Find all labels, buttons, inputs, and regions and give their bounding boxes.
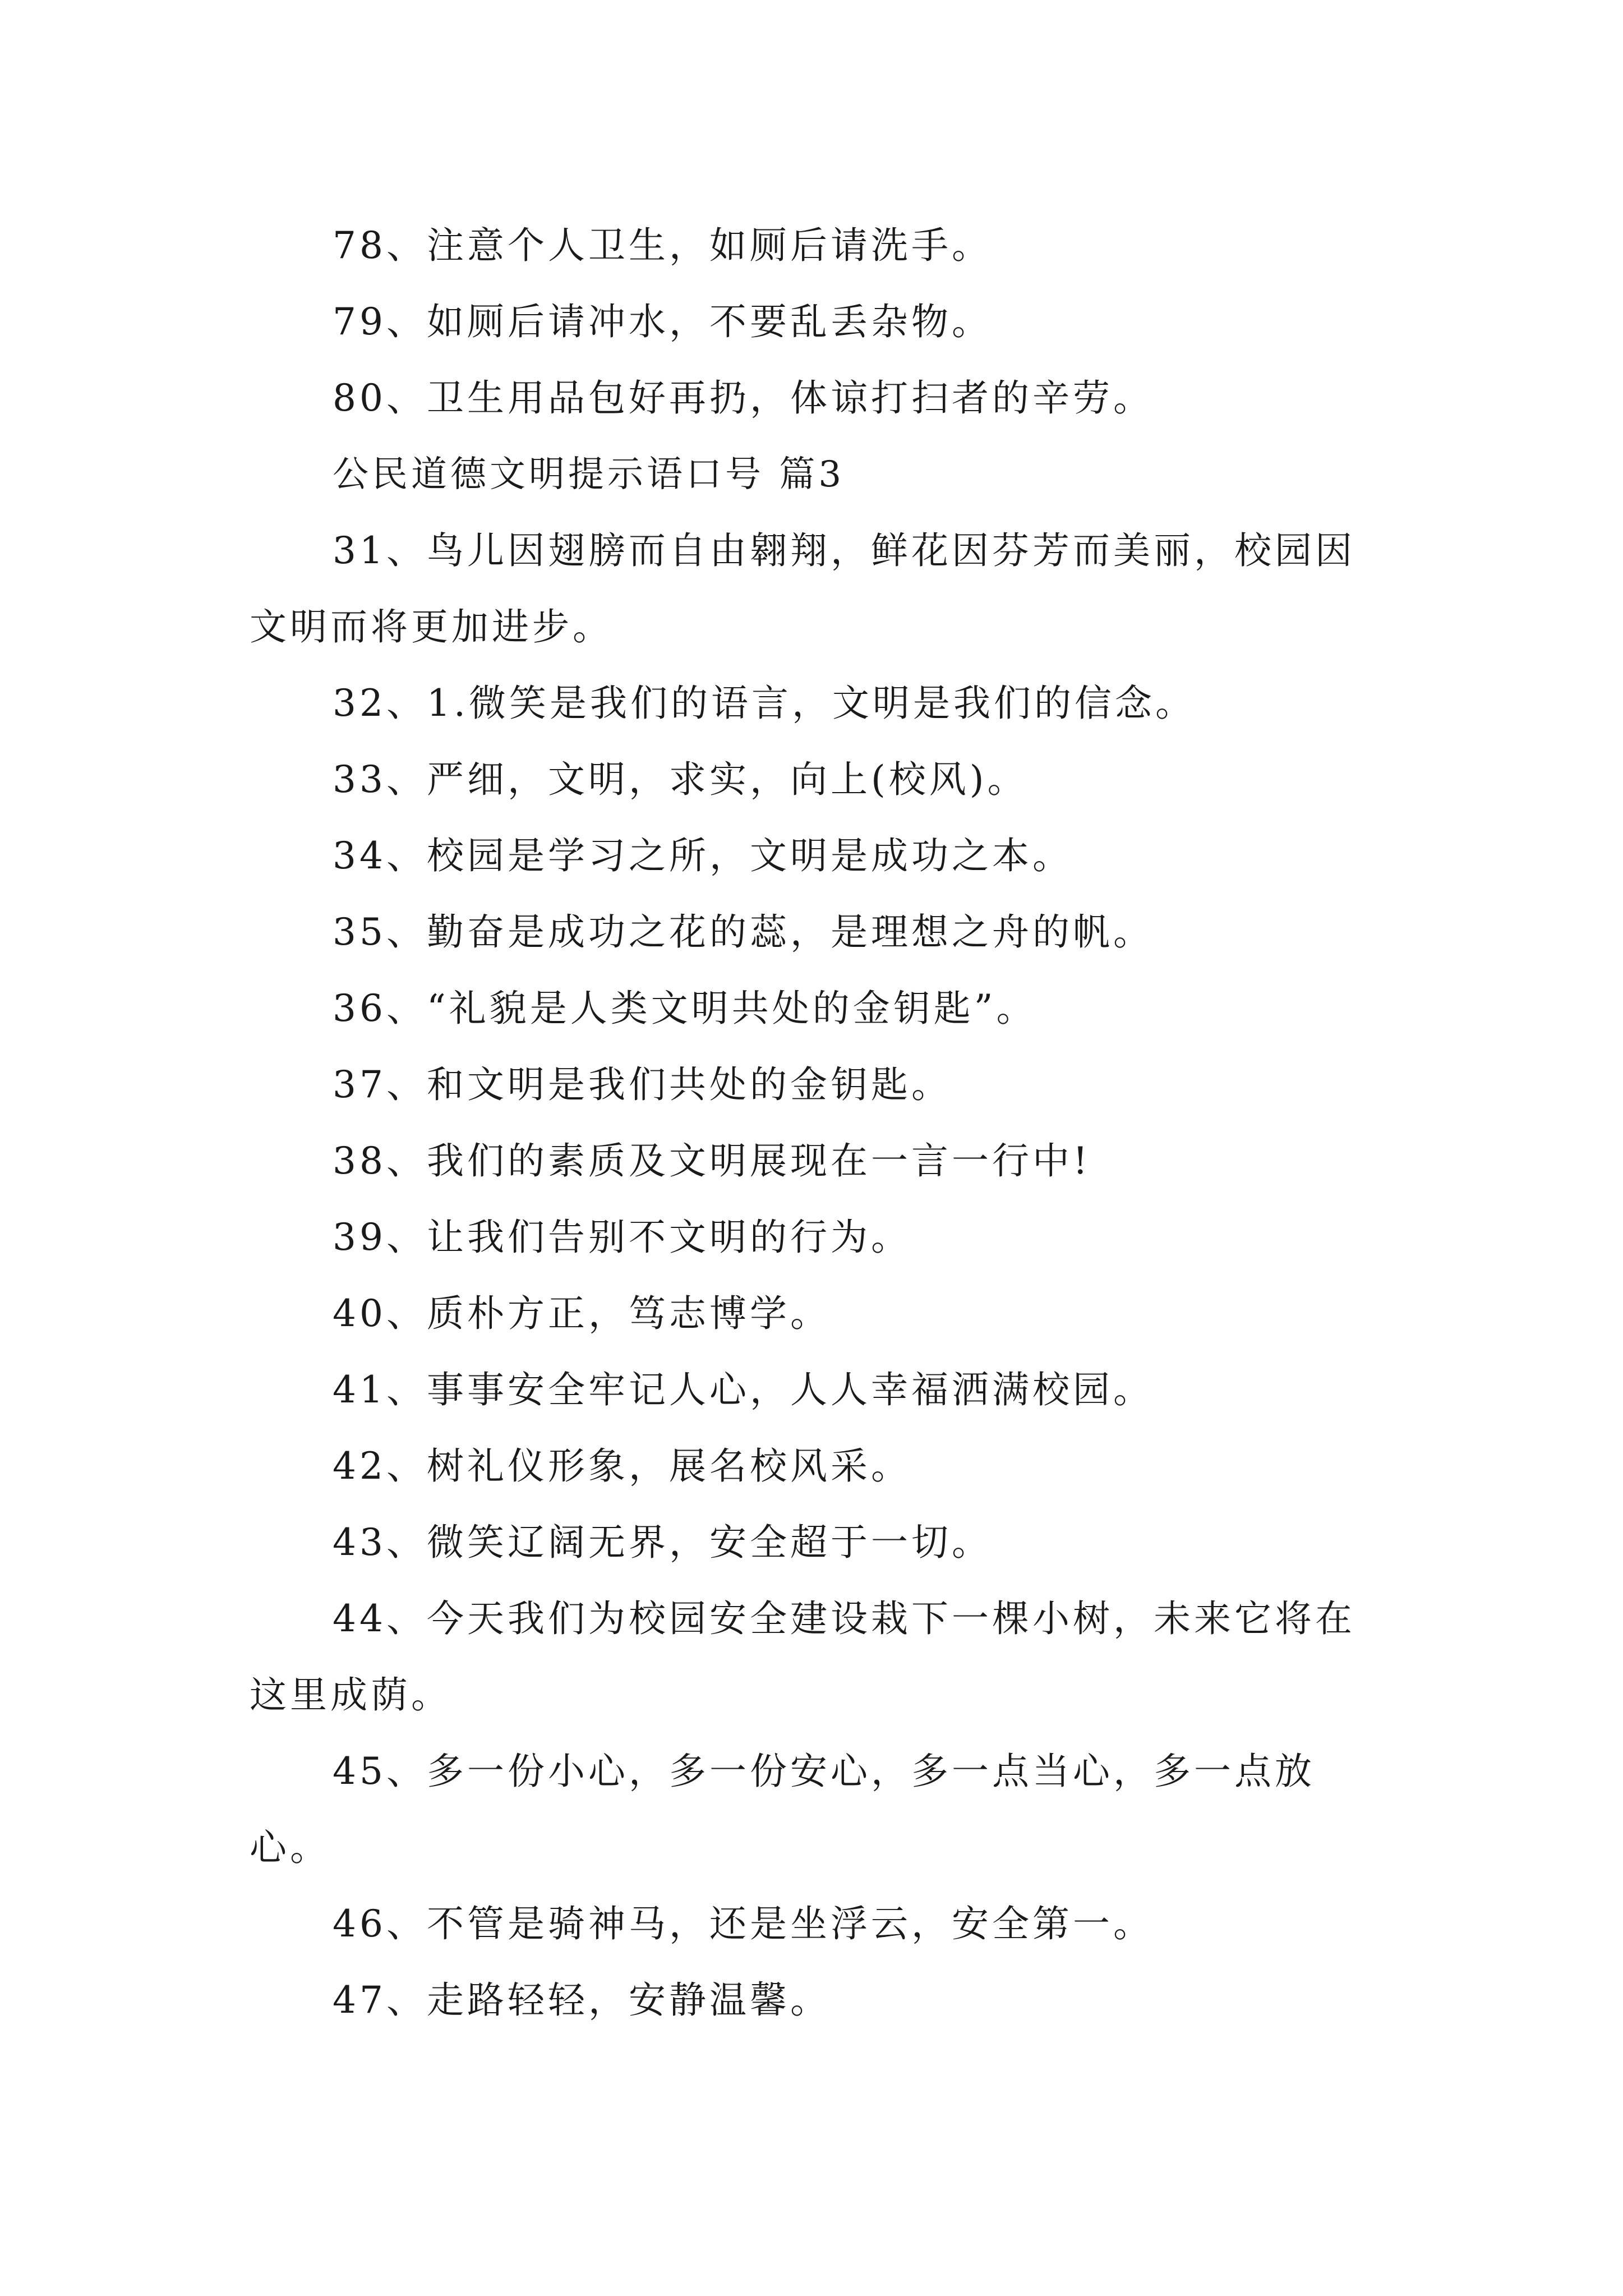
paragraph-42: 42、树礼仪形象，展名校风采。	[333, 1444, 911, 1488]
paragraph-44: 44、今天我们为校园安全建设栽下一棵小树，未来它将在这里成荫。	[250, 1597, 1355, 1717]
paragraph-31: 31、鸟儿因翅膀而自由翱翔，鲜花因芬芳而美丽，校园因文明而将更加进步。	[250, 529, 1355, 648]
paragraph-39: 39、让我们告别不文明的行为。	[333, 1216, 911, 1259]
paragraph-46: 46、不管是骑神马，还是坐浮云，安全第一。	[333, 1902, 1154, 1945]
paragraph-78: 78、注意个人卫生，如厕后请洗手。	[333, 224, 992, 267]
document-body	[250, 208, 1382, 2039]
section-heading: 公民道德文明提示语口号 篇3	[333, 454, 845, 495]
paragraph-79: 79、如厕后请冲水，不要乱丢杂物。	[333, 300, 992, 343]
paragraph-45: 45、多一份小心，多一份安心，多一点当心，多一点放心。	[250, 1750, 1315, 1869]
paragraph-35: 35、勤奋是成功之花的蕊，是理想之舟的帆。	[333, 910, 1154, 954]
paragraph-34: 34、校园是学习之所，文明是成功之本。	[333, 834, 1073, 877]
paragraph-36: 36、“礼貌是人类文明共处的金钥匙”。	[333, 987, 1037, 1030]
paragraph-33: 33、严细，文明，求实，向上(校风)。	[333, 758, 1028, 801]
paragraph-43: 43、微笑辽阔无界，安全超于一切。	[333, 1521, 992, 1564]
paragraph-40: 40、质朴方正，笃志博学。	[333, 1292, 831, 1335]
paragraph-37: 37、和文明是我们共处的金钥匙。	[333, 1063, 952, 1106]
paragraph-47: 47、走路轻轻，安静温馨。	[333, 1978, 831, 2022]
paragraph-41: 41、事事安全牢记人心，人人幸福洒满校园。	[333, 1368, 1154, 1411]
paragraph-32: 32、1.微笑是我们的语言，文明是我们的信念。	[333, 682, 1196, 725]
paragraph-80: 80、卫生用品包好再扔，体谅打扫者的辛劳。	[333, 376, 1154, 420]
paragraph-38: 38、我们的素质及文明展现在一言一行中!	[333, 1139, 1091, 1182]
